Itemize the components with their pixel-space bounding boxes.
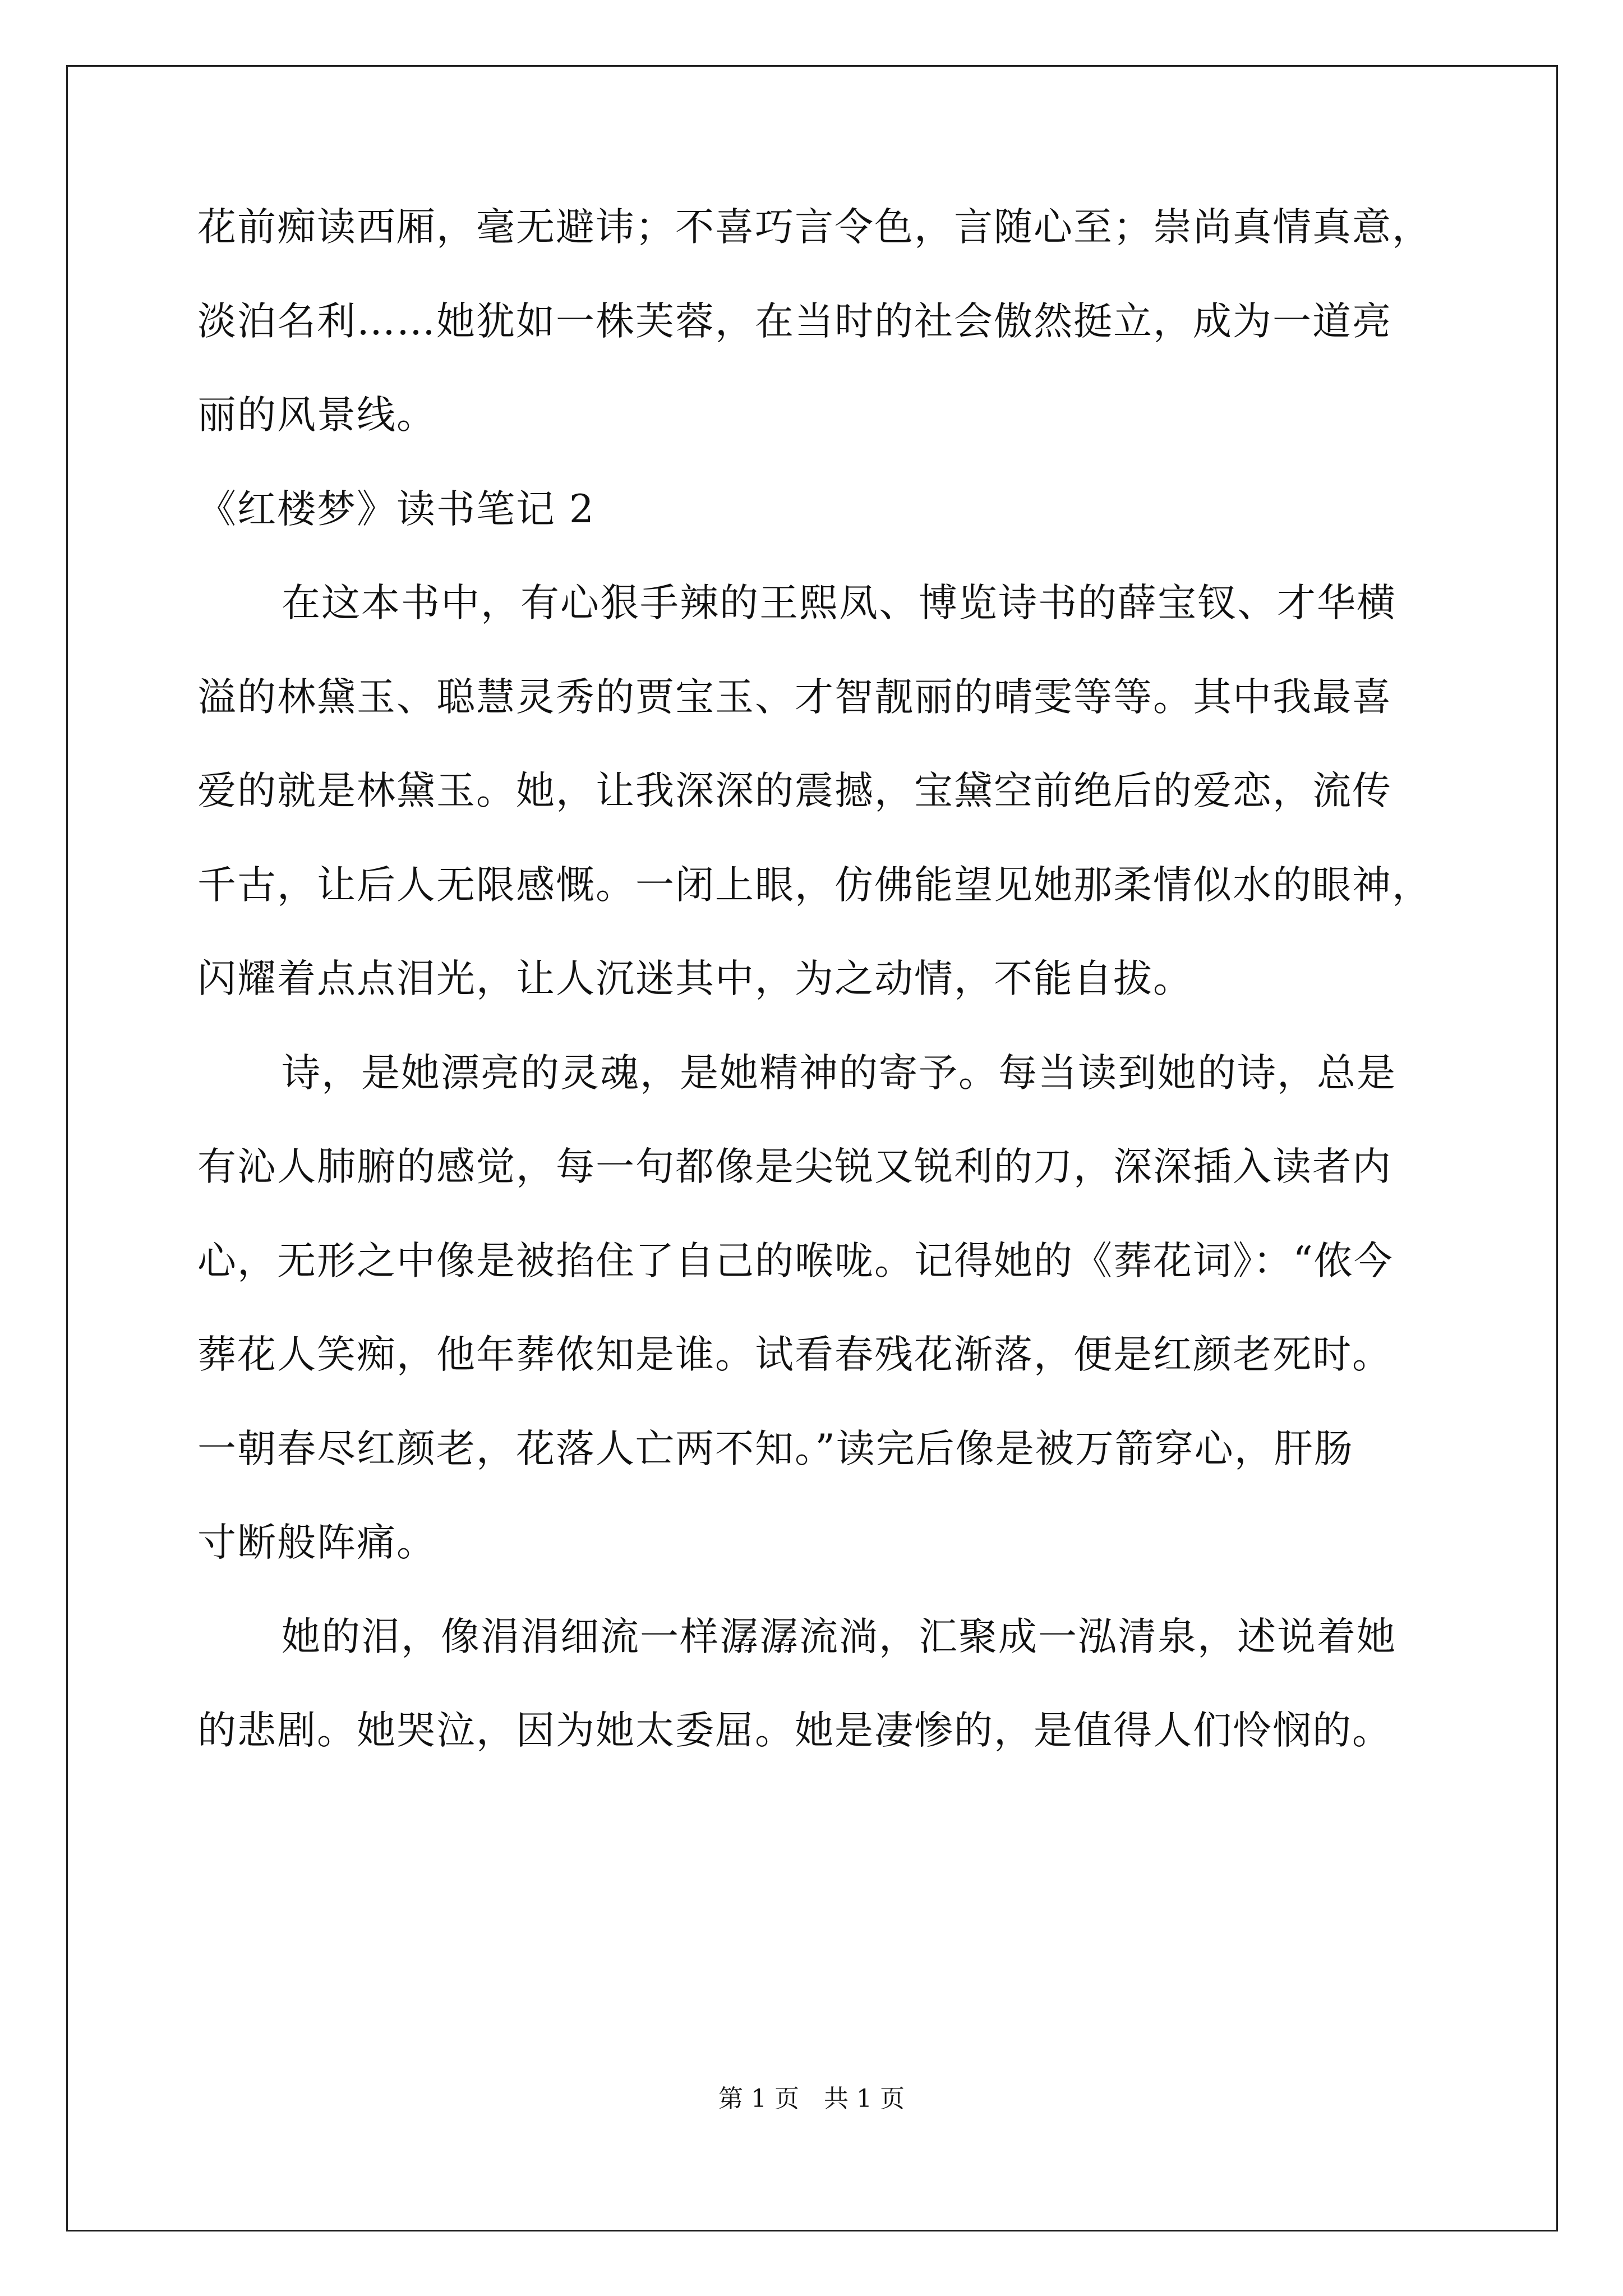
text-line: 一朝春尽红颜老，花落人亡两不知。”读完后像是被万箭穿心，肝肠 bbox=[197, 1427, 1354, 1471]
text-line: 心，无形之中像是被掐住了自己的喉咙。记得她的《葬花词》：“侬今 bbox=[197, 1239, 1394, 1283]
page-number-footer: 第 1 页 共 1 页 bbox=[718, 2085, 905, 2113]
text-line: 有沁人肺腑的感觉，每一句都像是尖锐又锐利的刀，深深插入读者内 bbox=[197, 1144, 1392, 1189]
text-line: 千古，让后人无限感慨。一闭上眼，仿佛能望见她那柔情似水的眼神， bbox=[197, 863, 1432, 908]
text-line: 花前痴读西厢，毫无避讳；不喜巧言令色，言随心至；崇尚真情真意， bbox=[197, 205, 1432, 250]
text-line: 淡泊名利……她犹如一株芙蓉，在当时的社会傲然挺立，成为一道亮 bbox=[197, 299, 1392, 344]
text-line: 爱的就是林黛玉。她，让我深深的震撼，宝黛空前绝后的爱恋，流传 bbox=[197, 769, 1392, 813]
paragraph-first-line: 在这本书中，有心狠手辣的王熙凤、博览诗书的薛宝钗、才华横 bbox=[282, 581, 1396, 625]
paragraph-first-line: 诗，是她漂亮的灵魂，是她精神的寄予。每当读到她的诗，总是 bbox=[282, 1051, 1396, 1096]
text-line: 葬花人笑痴，他年葬侬知是谁。试看春残花渐落，便是红颜老死时。 bbox=[197, 1332, 1392, 1377]
section-heading: 《红楼梦》读书笔记 2 bbox=[197, 487, 595, 532]
text-line: 寸断般阵痛。 bbox=[197, 1520, 436, 1565]
text-line: 闪耀着点点泪光，让人沉迷其中，为之动情，不能自拔。 bbox=[197, 956, 1193, 1001]
text-line: 的悲剧。她哭泣，因为她太委屈。她是凄惨的，是值得人们怜悯的。 bbox=[197, 1708, 1392, 1753]
paragraph-first-line: 她的泪，像涓涓细流一样潺潺流淌，汇聚成一泓清泉，述说着她 bbox=[282, 1614, 1396, 1659]
text-line: 溢的林黛玉、聪慧灵秀的贾宝玉、才智靓丽的晴雯等等。其中我最喜 bbox=[197, 675, 1392, 720]
text-line: 丽的风景线。 bbox=[197, 393, 436, 438]
